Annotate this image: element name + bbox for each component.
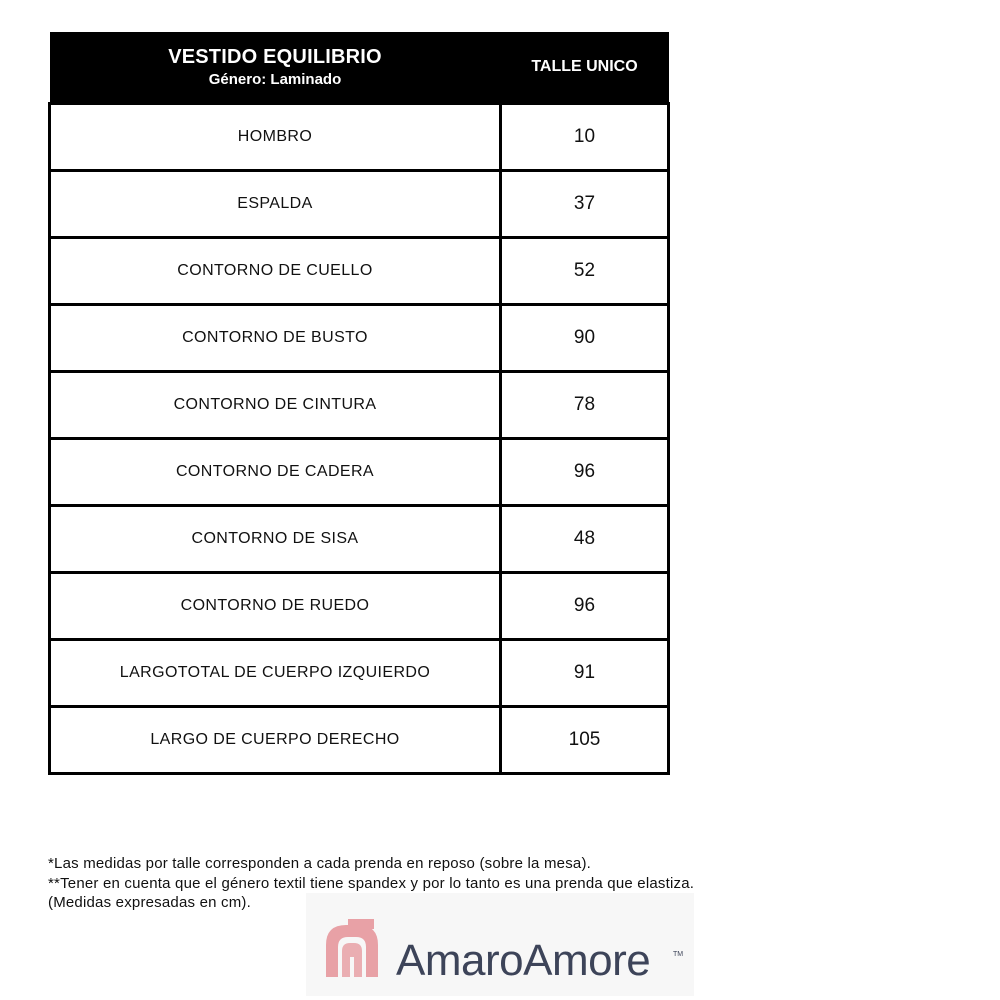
measurement-label: CONTORNO DE BUSTO: [50, 305, 501, 372]
table-row: [50, 238, 669, 305]
footnote-spandex: **Tener en cuenta que el género textil tiene spandex y por lo tanto es una prenda que elastiza.: [48, 874, 695, 892]
table-row: [50, 640, 669, 707]
table-row: [50, 439, 669, 506]
measurement-value: 10: [501, 104, 669, 171]
footnote-rest-measure: *Las medidas por talle corresponden a cada prenda en reposo (sobre la mesa).: [48, 855, 592, 872]
measurement-label: HOMBRO: [50, 104, 501, 171]
trademark-mark: TM: [673, 951, 684, 958]
measurement-label: LARGOTOTAL DE CUERPO IZQUIERDO: [50, 640, 501, 707]
measurement-label: CONTORNO DE CUELLO: [50, 238, 501, 305]
table-row: [50, 171, 669, 238]
measurement-value: 96: [501, 573, 669, 640]
measurement-label: ESPALDA: [50, 171, 501, 238]
measurement-value: 78: [501, 372, 669, 439]
table-row: [50, 372, 669, 439]
brand-logo: [306, 893, 694, 996]
measurement-value: 96: [501, 439, 669, 506]
table-row: [50, 707, 669, 774]
size-column-header: TALLE UNICO: [501, 32, 669, 104]
measurement-label: LARGO DE CUERPO DERECHO: [50, 707, 501, 774]
amaroamore-monogram-icon: [318, 917, 386, 983]
measurement-value: 105: [501, 707, 669, 774]
measurement-value: 37: [501, 171, 669, 238]
size-chart-table: [48, 32, 670, 775]
product-title: VESTIDO EQUILIBRIO: [168, 46, 382, 68]
table-row: [50, 573, 669, 640]
measurement-value: 91: [501, 640, 669, 707]
fabric-subtitle: Género: Laminado: [208, 71, 342, 88]
product-header: [50, 32, 501, 104]
measurement-label: CONTORNO DE RUEDO: [50, 573, 501, 640]
footnote-units: (Medidas expresadas en cm).: [48, 894, 251, 911]
measurement-label: CONTORNO DE CINTURA: [50, 372, 501, 439]
measurement-value: 90: [501, 305, 669, 372]
measurement-value: 48: [501, 506, 669, 573]
measurement-label: CONTORNO DE CADERA: [50, 439, 501, 506]
table-row: [50, 104, 669, 171]
brand-name: AmaroAmore: [396, 936, 651, 985]
measurement-value: 52: [501, 238, 669, 305]
table-row: [50, 305, 669, 372]
measurement-label: CONTORNO DE SISA: [50, 506, 501, 573]
table-header-row: [50, 32, 669, 104]
table-row: [50, 506, 669, 573]
